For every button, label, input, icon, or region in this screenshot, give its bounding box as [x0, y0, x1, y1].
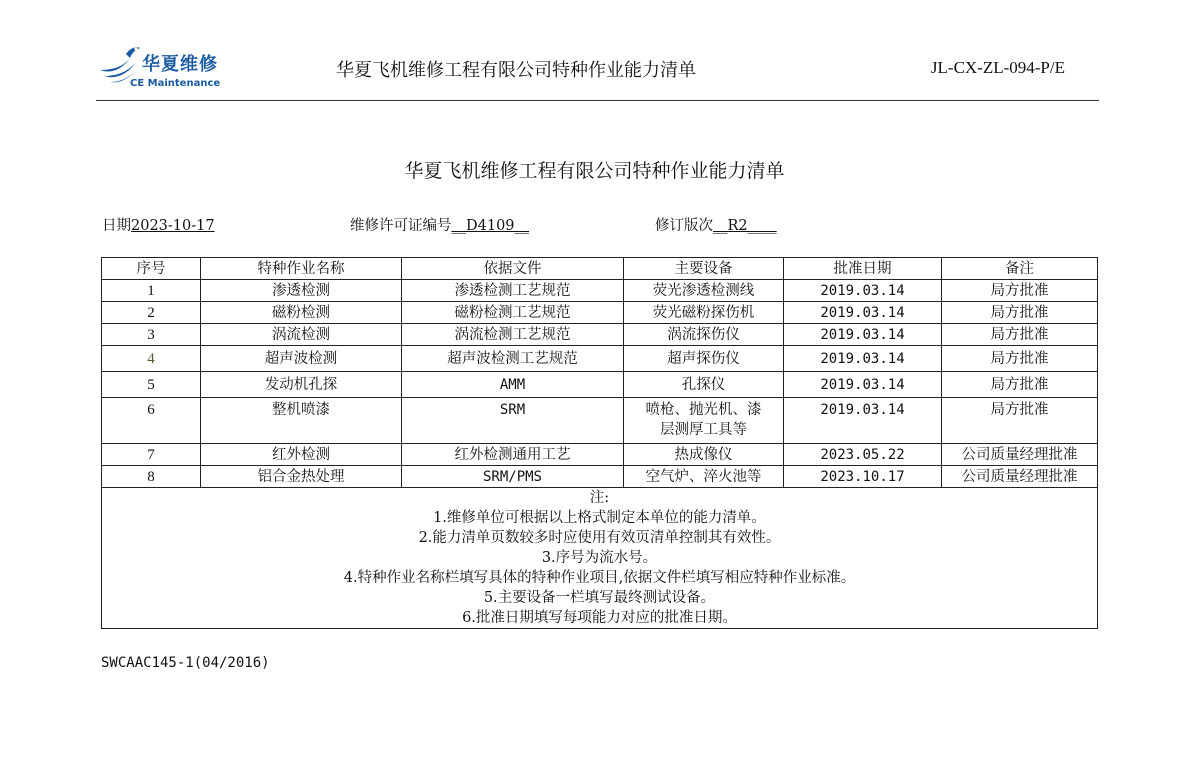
- cell-equipment-line1: 喷枪、抛光机、漆: [645, 402, 762, 418]
- cell-equipment: 荧光磁粉探伤机: [624, 302, 784, 324]
- table-row: [102, 398, 1098, 444]
- cell-number: 7: [102, 444, 201, 466]
- cell-name: 超声波检测: [201, 346, 402, 372]
- revision-value: __R2____: [713, 218, 777, 234]
- license-value: __D4109__: [451, 218, 530, 234]
- col-header-remark: 备注: [942, 258, 1098, 280]
- cell-basis: 涡流检测工艺规范: [402, 324, 624, 346]
- cell-basis: 渗透检测工艺规范: [402, 280, 624, 302]
- cell-date: 2019.03.14: [784, 346, 942, 372]
- cell-date: 2019.03.14: [784, 398, 942, 444]
- cell-name: 渗透检测: [201, 280, 402, 302]
- cell-date: 2023.10.17: [784, 466, 942, 488]
- cell-date: 2019.03.14: [784, 372, 942, 398]
- cell-name: 整机喷漆: [201, 398, 402, 444]
- cell-name: 发动机孔探: [201, 372, 402, 398]
- table-row: [102, 346, 1098, 372]
- table-row: [102, 280, 1098, 302]
- cell-number: 4: [102, 346, 201, 372]
- col-header-basis: 依据文件: [402, 258, 624, 280]
- cell-name: 铝合金热处理: [201, 466, 402, 488]
- cell-basis: 超声波检测工艺规范: [402, 346, 624, 372]
- meta-license: [350, 214, 529, 235]
- license-label: 维修许可证编号: [350, 218, 452, 234]
- cell-number: 8: [102, 466, 201, 488]
- note-item: 2.能力清单页数较多时应使用有效页清单控制其有效性。: [418, 530, 781, 546]
- cell-equipment: 热成像仪: [624, 444, 784, 466]
- cell-remark: 局方批准: [942, 398, 1098, 444]
- cell-name: 磁粉检测: [201, 302, 402, 324]
- meta-revision: [655, 214, 777, 235]
- cell-remark: 局方批准: [942, 372, 1098, 398]
- cell-equipment: [624, 398, 784, 444]
- cell-date: 2019.03.14: [784, 280, 942, 302]
- note-item: 4.特种作业名称栏填写具体的特种作业项目,依据文件栏填写相应特种作业标准。: [343, 570, 856, 586]
- cell-number: 2: [102, 302, 201, 324]
- capability-table: [101, 257, 1098, 629]
- logo-text-en: CE Maintenance: [130, 78, 221, 89]
- table-row: [102, 372, 1098, 398]
- form-code: SWCAAC145-1(04/2016): [101, 655, 270, 671]
- cell-number: 1: [102, 280, 201, 302]
- cell-remark: 局方批准: [942, 280, 1098, 302]
- cell-name: 红外检测: [201, 444, 402, 466]
- cell-basis: SRM: [402, 398, 624, 444]
- cell-equipment: 荧光渗透检测线: [624, 280, 784, 302]
- cell-equipment: 孔探仪: [624, 372, 784, 398]
- cell-name: 涡流检测: [201, 324, 402, 346]
- notes-cell: [102, 488, 1098, 629]
- cell-basis: 红外检测通用工艺: [402, 444, 624, 466]
- revision-label: 修订版次: [655, 218, 713, 234]
- notes-row: [102, 488, 1098, 629]
- cell-number: 3: [102, 324, 201, 346]
- cell-equipment-line2: 层测厚工具等: [660, 422, 747, 438]
- cell-date: 2019.03.14: [784, 302, 942, 324]
- notes-title: 注:: [589, 490, 610, 506]
- page-header: [96, 36, 1099, 101]
- note-item: 1.维修单位可根据以上格式制定本单位的能力清单。: [433, 510, 766, 526]
- date-label: 日期: [102, 218, 131, 234]
- cell-number: 6: [102, 398, 201, 444]
- cell-equipment: 超声探伤仪: [624, 346, 784, 372]
- cell-remark: 局方批准: [942, 346, 1098, 372]
- logo-text-cn: 华夏维修: [142, 54, 218, 75]
- document-title: 华夏飞机维修工程有限公司特种作业能力清单: [404, 160, 785, 182]
- meta-date: [102, 214, 215, 235]
- cell-equipment: 空气炉、淬火池等: [624, 466, 784, 488]
- col-header-name: 特种作业名称: [201, 258, 402, 280]
- cell-remark: 公司质量经理批准: [942, 466, 1098, 488]
- col-header-equipment: 主要设备: [624, 258, 784, 280]
- cell-remark: 局方批准: [942, 302, 1098, 324]
- date-value: 2023-10-17: [131, 218, 215, 234]
- cell-remark: 公司质量经理批准: [942, 444, 1098, 466]
- table-row: [102, 444, 1098, 466]
- col-header-date: 批准日期: [784, 258, 942, 280]
- cell-date: 2019.03.14: [784, 324, 942, 346]
- cell-basis: 磁粉检测工艺规范: [402, 302, 624, 324]
- cell-equipment: 涡流探伤仪: [624, 324, 784, 346]
- table-header-row: [102, 258, 1098, 280]
- header-doc-code: JL-CX-ZL-094-P/E: [930, 58, 1065, 77]
- table-row: [102, 466, 1098, 488]
- cell-number: 5: [102, 372, 201, 398]
- cell-remark: 局方批准: [942, 324, 1098, 346]
- company-logo: [96, 40, 236, 92]
- table-row: [102, 324, 1098, 346]
- table-row: [102, 302, 1098, 324]
- cell-date: 2023.05.22: [784, 444, 942, 466]
- note-item: 5.主要设备一栏填写最终测试设备。: [483, 590, 716, 606]
- col-header-number: 序号: [102, 258, 201, 280]
- cell-basis: AMM: [402, 372, 624, 398]
- note-item: 3.序号为流水号。: [541, 550, 658, 566]
- header-title: 华夏飞机维修工程有限公司特种作业能力清单: [336, 60, 696, 81]
- note-item: 6.批准日期填写每项能力对应的批准日期。: [462, 610, 737, 626]
- cell-basis: SRM/PMS: [402, 466, 624, 488]
